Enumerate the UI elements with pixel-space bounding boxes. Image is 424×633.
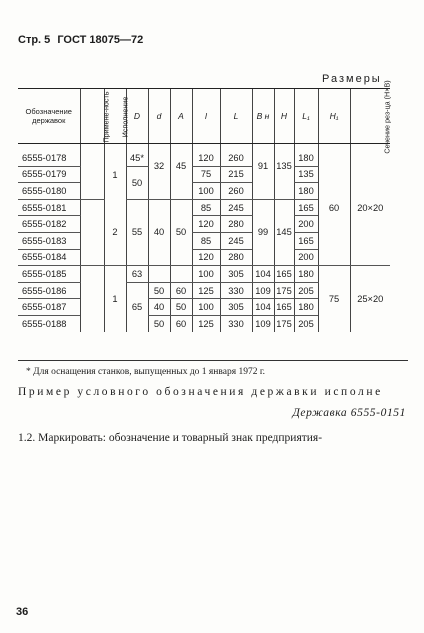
- version-cell: 2: [104, 199, 126, 265]
- D-cell: 63: [126, 266, 148, 283]
- D-cell: 45*: [126, 144, 148, 167]
- header-A: A: [170, 89, 192, 144]
- l-cell: 100: [192, 183, 220, 200]
- applicability-cell: [80, 144, 104, 200]
- L1-cell: 135: [294, 166, 318, 183]
- designation-cell: 6555-0185: [18, 266, 80, 283]
- H1-cell: 60: [318, 144, 350, 266]
- A-cell: 50: [170, 299, 192, 316]
- D-cell: 50: [126, 166, 148, 199]
- H1-cell: 75: [318, 266, 350, 332]
- header-H: H: [274, 89, 294, 144]
- l-cell: 100: [192, 266, 220, 283]
- table-row: [18, 266, 390, 283]
- header-L1: L₁: [294, 89, 318, 144]
- header-applicability: Примене-ность: [80, 89, 104, 144]
- L1-cell: 180: [294, 299, 318, 316]
- L-cell: 330: [220, 315, 252, 331]
- H-cell: 165: [274, 299, 294, 316]
- designation-cell: 6555-0180: [18, 183, 80, 200]
- D-cell: 55: [126, 199, 148, 265]
- section-cell: 25×20: [350, 266, 390, 332]
- designation-cell: 6555-0188: [22, 318, 67, 329]
- d-cell: 50: [148, 282, 170, 299]
- L-cell: 260: [220, 183, 252, 200]
- B-cell: 109: [252, 315, 274, 331]
- H-cell: 175: [274, 282, 294, 299]
- L-cell: 245: [220, 232, 252, 249]
- l-cell: 85: [192, 232, 220, 249]
- page-header: [18, 34, 143, 46]
- L-cell: 330: [220, 282, 252, 299]
- designation-cell: 6555-0182: [18, 216, 80, 233]
- L1-cell: 165: [294, 232, 318, 249]
- header-B: В н: [252, 89, 274, 144]
- H-cell: 175: [274, 315, 294, 331]
- table-row: [18, 144, 390, 167]
- header-H1: H₁: [318, 89, 350, 144]
- header-d: d: [148, 89, 170, 144]
- applicability-cell: [80, 199, 104, 265]
- page-label: Стр. 5: [18, 34, 51, 46]
- page-number: 36: [16, 606, 29, 618]
- L-cell: 215: [220, 166, 252, 183]
- designation-cell: 6555-0178: [18, 144, 80, 167]
- header-version: Исполнение: [104, 89, 126, 144]
- H-cell-empty: [274, 183, 294, 200]
- designation-cell: 6555-0187: [18, 299, 80, 316]
- header-l: l: [192, 89, 220, 144]
- A-cell: 50: [170, 199, 192, 265]
- H-cell: 135: [274, 144, 294, 183]
- l-cell: 125: [192, 315, 220, 331]
- version-cell: 1: [104, 144, 126, 200]
- H-cell: 165: [274, 266, 294, 283]
- version-cell: 1: [104, 266, 126, 332]
- A-cell-empty: [170, 266, 192, 283]
- l-cell: 75: [192, 166, 220, 183]
- example-designation-line: Пример условного обозначения державки исполне: [18, 386, 383, 398]
- holder-dimensions-table: [18, 80, 392, 332]
- A-cell: 60: [170, 315, 192, 331]
- B-cell: 91: [252, 144, 274, 183]
- d-cell-empty: [148, 183, 170, 200]
- L1-cell: 200: [294, 249, 318, 266]
- L-cell: 305: [220, 266, 252, 283]
- sizes-label: Размеры: [322, 73, 382, 85]
- L-cell: 260: [220, 144, 252, 167]
- L1-cell: 205: [294, 282, 318, 299]
- section-cell: 20×20: [350, 144, 390, 266]
- l-cell: 100: [192, 299, 220, 316]
- example-designation-value: Державка 6555-0151: [292, 407, 406, 419]
- footnote: * Для оснащения станков, выпущенных до 1 января 1972 г.: [18, 360, 408, 377]
- A-cell-empty: [170, 183, 192, 200]
- l-cell: 120: [192, 216, 220, 233]
- header-D: D: [126, 89, 148, 144]
- B-cell: 104: [252, 299, 274, 316]
- B-cell: 99: [252, 199, 274, 265]
- table-header-row: [18, 89, 390, 144]
- L-cell: 280: [220, 249, 252, 266]
- B-cell-empty: [252, 183, 274, 200]
- d-cell-empty: [148, 266, 170, 283]
- D-cell: 65: [126, 282, 148, 331]
- L1-cell: 205: [294, 315, 318, 331]
- standard-number: ГОСТ 18075—72: [57, 34, 144, 46]
- L-cell: 245: [220, 199, 252, 216]
- A-cell: 60: [170, 282, 192, 299]
- applicability-cell: [80, 266, 104, 332]
- L1-cell: 180: [294, 183, 318, 200]
- header-designation: Обозначение державок: [18, 89, 80, 144]
- B-cell: 104: [252, 266, 274, 283]
- L1-cell: 180: [294, 144, 318, 167]
- d-cell: 40: [148, 199, 170, 265]
- l-cell: 85: [192, 199, 220, 216]
- header-section: Сечение рез-ца (H×B): [350, 89, 390, 144]
- designation-cell: 6555-0184: [18, 249, 80, 266]
- l-cell: 125: [192, 282, 220, 299]
- clause-1-2: 1.2. Маркировать: обозначение и товарный знак предприятия-: [18, 432, 323, 444]
- L-cell: 305: [220, 299, 252, 316]
- d-cell: 40: [148, 299, 170, 316]
- A-cell: 45: [170, 144, 192, 183]
- l-cell: 120: [192, 144, 220, 167]
- designation-cell: 6555-0181: [18, 199, 80, 216]
- d-cell: 50: [148, 315, 170, 331]
- header-L: L: [220, 89, 252, 144]
- L-cell: 280: [220, 216, 252, 233]
- L1-cell: 165: [294, 199, 318, 216]
- d-cell: 32: [148, 144, 170, 183]
- l-cell: 120: [192, 249, 220, 266]
- designation-cell: 6555-0183: [18, 232, 80, 249]
- H-cell: 145: [274, 199, 294, 265]
- L1-cell: 200: [294, 216, 318, 233]
- designation-cell: 6555-0186: [18, 282, 80, 299]
- designation-cell: 6555-0179: [18, 166, 80, 183]
- L1-cell: 180: [294, 266, 318, 283]
- B-cell: 109: [252, 282, 274, 299]
